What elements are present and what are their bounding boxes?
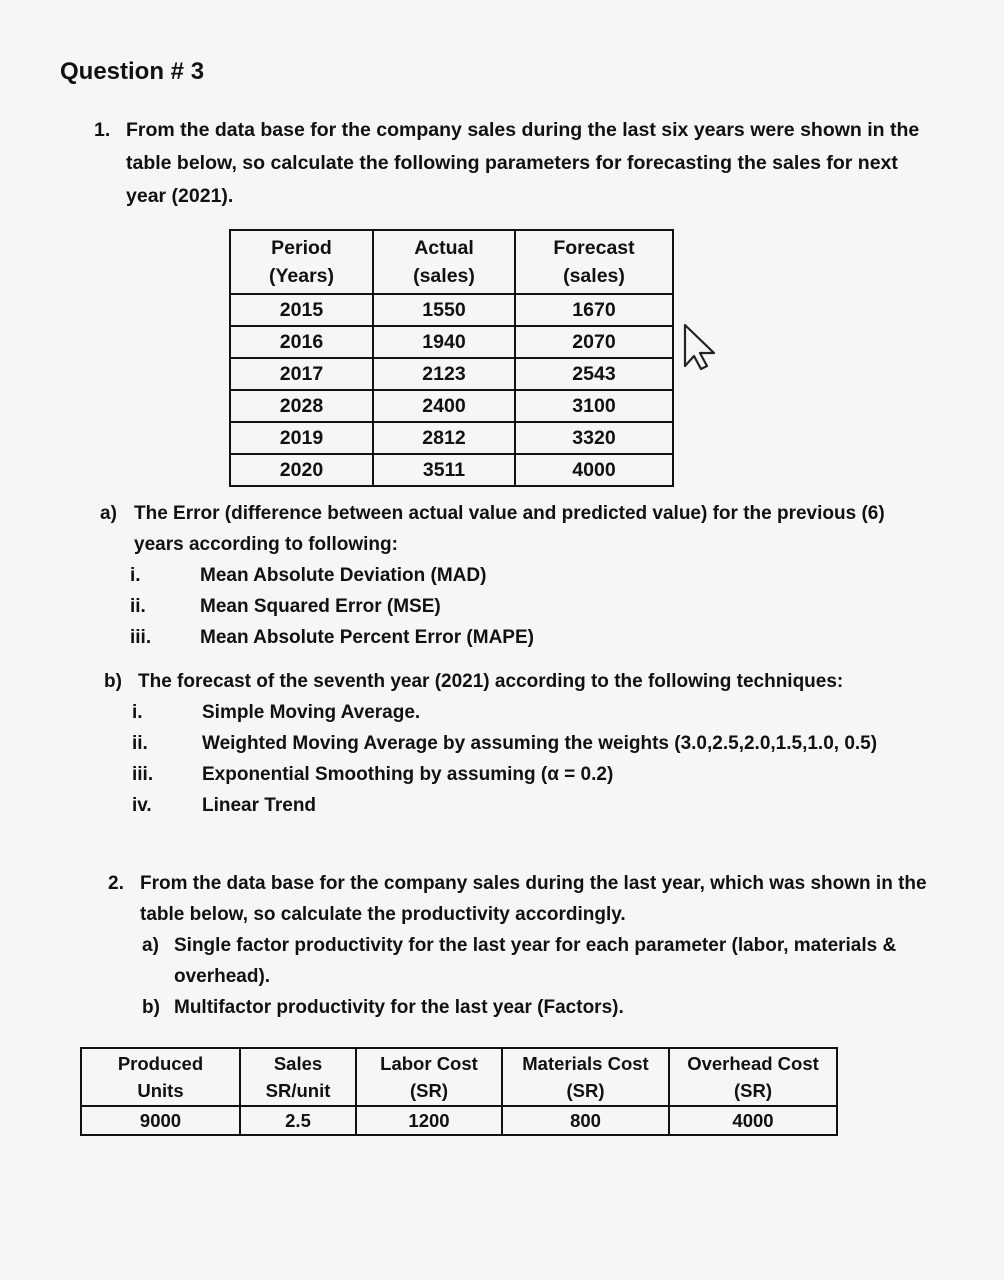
list-item-text: Simple Moving Average. xyxy=(202,702,421,723)
list-item xyxy=(132,728,924,759)
cell-actual: 2400 xyxy=(373,390,515,422)
cell-forecast: 2543 xyxy=(515,358,673,390)
cell-actual: 1940 xyxy=(373,326,515,358)
question-1-text: From the data base for the company sales during the last six years were shown in the table below, so calculate the following parameters for forecasting the sales for next year (2021). xyxy=(126,119,920,207)
header-line2: (SR) xyxy=(409,1080,449,1101)
table-row xyxy=(230,422,673,454)
cell-labor-cost: 1200 xyxy=(356,1106,502,1135)
cell-forecast: 3100 xyxy=(515,390,673,422)
list-item-label: b) xyxy=(142,997,160,1018)
header-produced-units xyxy=(81,1048,240,1106)
list-item-text: Linear Trend xyxy=(202,795,317,816)
header-line2: (SR) xyxy=(566,1080,605,1101)
part-a-text: The Error (difference between actual value and predicted value) for the previous (6) years according to following: xyxy=(134,503,885,555)
table-row xyxy=(230,326,673,358)
part-a-section xyxy=(100,498,930,653)
header-labor-cost xyxy=(356,1048,502,1106)
table-header-row xyxy=(230,230,673,294)
part-b-list xyxy=(132,697,924,821)
header-sales xyxy=(240,1048,356,1106)
mouse-cursor-icon xyxy=(682,322,722,372)
cell-period: 2017 xyxy=(230,358,373,390)
header-line2: SR/unit xyxy=(265,1080,331,1101)
cell-sales: 2.5 xyxy=(240,1106,356,1135)
table-row xyxy=(230,294,673,326)
question-2-text: From the data base for the company sales during the last year, which was shown in the table below, so calculate the productivity accordingly. xyxy=(140,873,927,925)
cell-materials-cost: 800 xyxy=(502,1106,669,1135)
header-actual-line2: (sales) xyxy=(413,265,475,287)
question-2-parts xyxy=(142,930,928,1023)
cell-forecast: 3320 xyxy=(515,422,673,454)
list-item-text: Mean Squared Error (MSE) xyxy=(200,596,441,617)
list-item xyxy=(132,759,924,790)
list-item xyxy=(130,560,930,591)
list-item-number: ii. xyxy=(132,733,148,754)
list-item-text: Mean Absolute Percent Error (MAPE) xyxy=(200,627,534,648)
table-row xyxy=(230,390,673,422)
part-b-label: b) xyxy=(104,671,122,692)
list-item-number: ii. xyxy=(130,596,146,617)
header-period-line1: Period xyxy=(271,237,332,259)
cell-period: 2016 xyxy=(230,326,373,358)
sales-forecast-table xyxy=(229,229,674,487)
question-1-number: 1. xyxy=(94,119,111,141)
productivity-table xyxy=(80,1047,838,1136)
cell-period: 2028 xyxy=(230,390,373,422)
header-forecast-line1: Forecast xyxy=(553,237,635,259)
question-heading: Question # 3 xyxy=(60,58,205,85)
question-2-number: 2. xyxy=(108,873,124,894)
header-actual-line1: Actual xyxy=(414,237,474,259)
header-line1: Labor Cost xyxy=(380,1053,478,1074)
list-item xyxy=(130,622,930,653)
cell-period: 2019 xyxy=(230,422,373,454)
cell-forecast: 2070 xyxy=(515,326,673,358)
cell-actual: 3511 xyxy=(373,454,515,486)
list-item-text: Weighted Moving Average by assuming the weights (3.0,2.5,2.0,1.5,1.0, 0.5) xyxy=(202,733,878,754)
cell-actual: 1550 xyxy=(373,294,515,326)
part-b-text: The forecast of the seventh year (2021) according to the following techniques: xyxy=(138,671,844,692)
question-1 xyxy=(94,114,934,213)
header-materials-cost xyxy=(502,1048,669,1106)
list-item-text: Mean Absolute Deviation (MAD) xyxy=(200,565,487,586)
question-2 xyxy=(108,868,928,1023)
cell-period: 2020 xyxy=(230,454,373,486)
list-item-text: Single factor productivity for the last year for each parameter (labor, materials & overhead). xyxy=(174,935,897,987)
header-actual xyxy=(373,230,515,294)
header-period-line2: (Years) xyxy=(268,265,335,287)
header-line1: Produced xyxy=(117,1053,204,1074)
part-b-section xyxy=(104,666,924,821)
header-line1: Sales xyxy=(273,1053,323,1074)
list-item-text: Exponential Smoothing by assuming (α = 0.2) xyxy=(202,764,614,785)
table-row xyxy=(230,358,673,390)
list-item-text: Multifactor productivity for the last year (Factors). xyxy=(174,997,624,1018)
list-item xyxy=(130,591,930,622)
header-forecast-line2: (sales) xyxy=(563,265,625,287)
header-line1: Overhead Cost xyxy=(687,1053,819,1074)
header-period xyxy=(230,230,373,294)
part-a-list xyxy=(130,560,930,653)
header-line2: Units xyxy=(137,1080,184,1101)
list-item-number: iv. xyxy=(132,795,152,816)
cell-overhead-cost: 4000 xyxy=(669,1106,837,1135)
cell-produced-units: 9000 xyxy=(81,1106,240,1135)
part-a-label: a) xyxy=(100,503,117,524)
list-item-number: i. xyxy=(130,565,141,586)
list-item xyxy=(142,930,928,992)
list-item-number: i. xyxy=(132,702,143,723)
cell-actual: 2123 xyxy=(373,358,515,390)
header-line1: Materials Cost xyxy=(522,1053,649,1074)
header-overhead-cost xyxy=(669,1048,837,1106)
header-line2: (SR) xyxy=(733,1080,773,1101)
list-item xyxy=(132,697,924,728)
cell-forecast: 1670 xyxy=(515,294,673,326)
list-item xyxy=(142,992,928,1023)
table-row xyxy=(81,1106,837,1135)
cell-period: 2015 xyxy=(230,294,373,326)
list-item xyxy=(132,790,924,821)
table-row xyxy=(230,454,673,486)
list-item-number: iii. xyxy=(132,764,154,785)
list-item-label: a) xyxy=(142,935,159,956)
table-header-row xyxy=(81,1048,837,1106)
cell-actual: 2812 xyxy=(373,422,515,454)
header-forecast xyxy=(515,230,673,294)
cell-forecast: 4000 xyxy=(515,454,673,486)
list-item-number: iii. xyxy=(130,627,152,648)
